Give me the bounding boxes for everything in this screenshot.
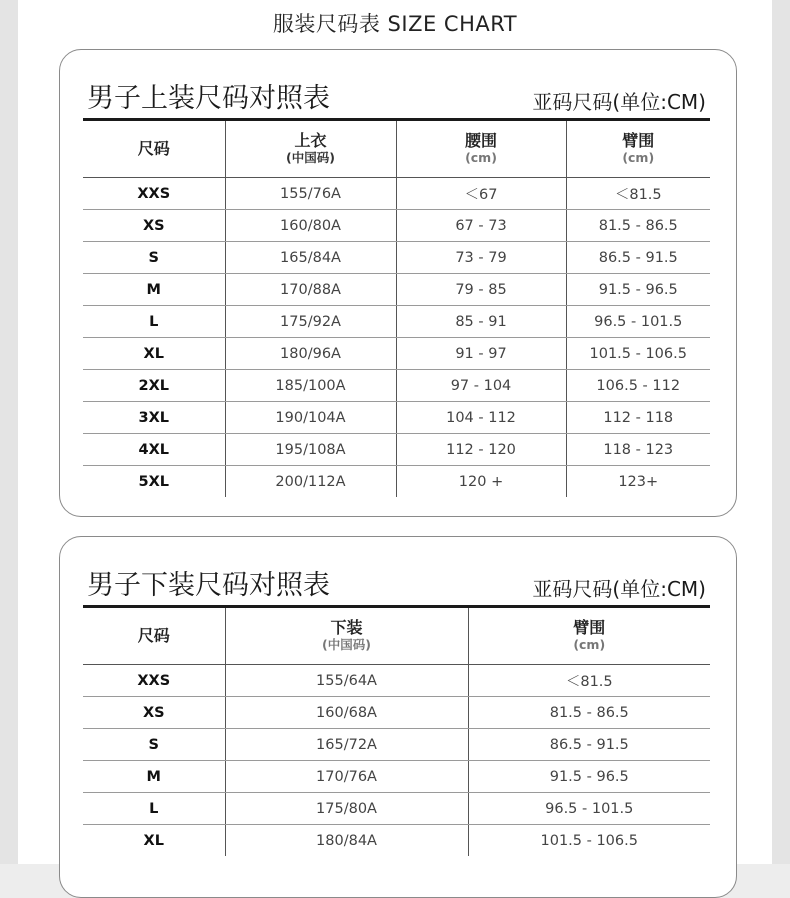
table-row — [83, 338, 710, 370]
tops-header-row — [83, 121, 710, 178]
table-cell: 160/68A — [225, 697, 468, 729]
size-label-cell: L — [83, 306, 225, 338]
table-cell: ＜67 — [396, 178, 566, 210]
header-main: 尺码 — [137, 139, 170, 158]
tops-header-arm — [566, 121, 710, 178]
bottoms-header-bottom — [225, 608, 468, 665]
size-label-cell: S — [83, 729, 225, 761]
table-cell: 86.5 - 91.5 — [468, 729, 710, 761]
header-main: 尺码 — [137, 626, 170, 645]
header-sub: (cm) — [573, 637, 606, 652]
table-cell: 91 - 97 — [396, 338, 566, 370]
table-cell: 180/96A — [225, 338, 396, 370]
table-row — [83, 370, 710, 402]
bottoms-header-size — [83, 608, 225, 665]
table-cell: 155/64A — [225, 665, 468, 697]
table-row — [83, 697, 710, 729]
table-cell: 120 + — [396, 466, 566, 498]
table-row — [83, 402, 710, 434]
size-label-cell: S — [83, 242, 225, 274]
header-sub: (cm) — [622, 150, 655, 165]
size-label-cell: 3XL — [83, 402, 225, 434]
table-row — [83, 466, 710, 498]
table-cell: 101.5 - 106.5 — [566, 338, 710, 370]
size-chart-page — [18, 0, 772, 864]
table-row — [83, 434, 710, 466]
size-label-cell: 4XL — [83, 434, 225, 466]
table-cell: 112 - 120 — [396, 434, 566, 466]
table-cell: 195/108A — [225, 434, 396, 466]
size-label-cell: XS — [83, 210, 225, 242]
table-cell: 91.5 - 96.5 — [468, 761, 710, 793]
left-decorative-border — [0, 0, 18, 864]
table-row — [83, 761, 710, 793]
bottoms-header-row — [83, 608, 710, 665]
tops-size-table — [83, 121, 710, 497]
header-main: 腰围 — [464, 131, 497, 150]
header-sub: (cm) — [465, 150, 497, 165]
bottoms-unit-note: 亚码尺码(单位:CM) — [532, 577, 706, 601]
header-sub: (中国码) — [286, 150, 335, 165]
size-label-cell: XXS — [83, 178, 225, 210]
table-cell: 86.5 - 91.5 — [566, 242, 710, 274]
table-row — [83, 665, 710, 697]
table-row — [83, 178, 710, 210]
size-label-cell: L — [83, 793, 225, 825]
table-row — [83, 729, 710, 761]
table-cell: 180/84A — [225, 825, 468, 857]
bottoms-size-table — [83, 608, 710, 856]
size-label-cell: XL — [143, 832, 164, 849]
tops-unit-note: 亚码尺码(单位:CM) — [532, 90, 706, 114]
size-label-cell: M — [83, 761, 225, 793]
tops-header-waist — [396, 121, 566, 178]
size-label-cell: M — [83, 274, 225, 306]
header-main: 下装 — [330, 618, 363, 637]
tops-size-card — [59, 49, 737, 517]
table-row — [83, 825, 710, 857]
header-main: 上衣 — [294, 131, 327, 150]
table-cell: 200/112A — [225, 466, 396, 498]
table-row — [83, 274, 710, 306]
table-cell: 190/104A — [225, 402, 396, 434]
table-cell: 165/84A — [225, 242, 396, 274]
table-cell: 91.5 - 96.5 — [566, 274, 710, 306]
table-cell: 81.5 - 86.5 — [468, 697, 710, 729]
table-cell: 118 - 123 — [566, 434, 710, 466]
table-cell: 185/100A — [225, 370, 396, 402]
table-cell: 97 - 104 — [396, 370, 566, 402]
size-label-cell: XS — [83, 697, 225, 729]
bottoms-table-body — [83, 665, 710, 857]
table-row — [83, 306, 710, 338]
table-cell: 85 - 91 — [396, 306, 566, 338]
table-cell: 106.5 - 112 — [566, 370, 710, 402]
tops-table-body — [83, 178, 710, 498]
table-cell: 96.5 - 101.5 — [566, 306, 710, 338]
size-label-cell: XL — [83, 338, 225, 370]
size-label-cell: 5XL — [138, 473, 169, 490]
table-cell: ＜81.5 — [566, 178, 710, 210]
table-cell: 81.5 - 86.5 — [566, 210, 710, 242]
tops-header-size — [83, 121, 225, 178]
table-row — [83, 242, 710, 274]
table-cell: 170/88A — [225, 274, 396, 306]
table-cell: 104 - 112 — [396, 402, 566, 434]
table-cell: 175/80A — [225, 793, 468, 825]
bottoms-card-header — [83, 559, 710, 608]
table-row — [83, 793, 710, 825]
bottoms-card-title: 男子下装尺码对照表 — [87, 570, 330, 601]
tops-card-header — [83, 72, 710, 121]
tops-header-top — [225, 121, 396, 178]
bottoms-size-card — [59, 536, 737, 898]
table-cell: 160/80A — [225, 210, 396, 242]
table-cell: 67 - 73 — [396, 210, 566, 242]
table-cell: 155/76A — [225, 178, 396, 210]
table-cell: ＜81.5 — [468, 665, 710, 697]
right-decorative-border — [772, 0, 790, 864]
table-cell: 112 - 118 — [566, 402, 710, 434]
table-row — [83, 210, 710, 242]
tops-card-title: 男子上装尺码对照表 — [87, 83, 330, 114]
table-cell: 170/76A — [225, 761, 468, 793]
header-main: 臂围 — [573, 618, 606, 637]
table-cell: 175/92A — [225, 306, 396, 338]
table-cell: 101.5 - 106.5 — [468, 825, 710, 857]
size-label-cell: XXS — [83, 665, 225, 697]
table-cell: 73 - 79 — [396, 242, 566, 274]
header-sub: (中国码) — [322, 637, 371, 652]
table-cell: 165/72A — [225, 729, 468, 761]
table-cell: 79 - 85 — [396, 274, 566, 306]
bottoms-header-arm — [468, 608, 710, 665]
header-main: 臂围 — [622, 131, 655, 150]
table-cell: 96.5 - 101.5 — [468, 793, 710, 825]
page-title: 服装尺码表 SIZE CHART — [272, 12, 518, 36]
table-cell: 123+ — [566, 466, 710, 498]
size-label-cell: 2XL — [83, 370, 225, 402]
